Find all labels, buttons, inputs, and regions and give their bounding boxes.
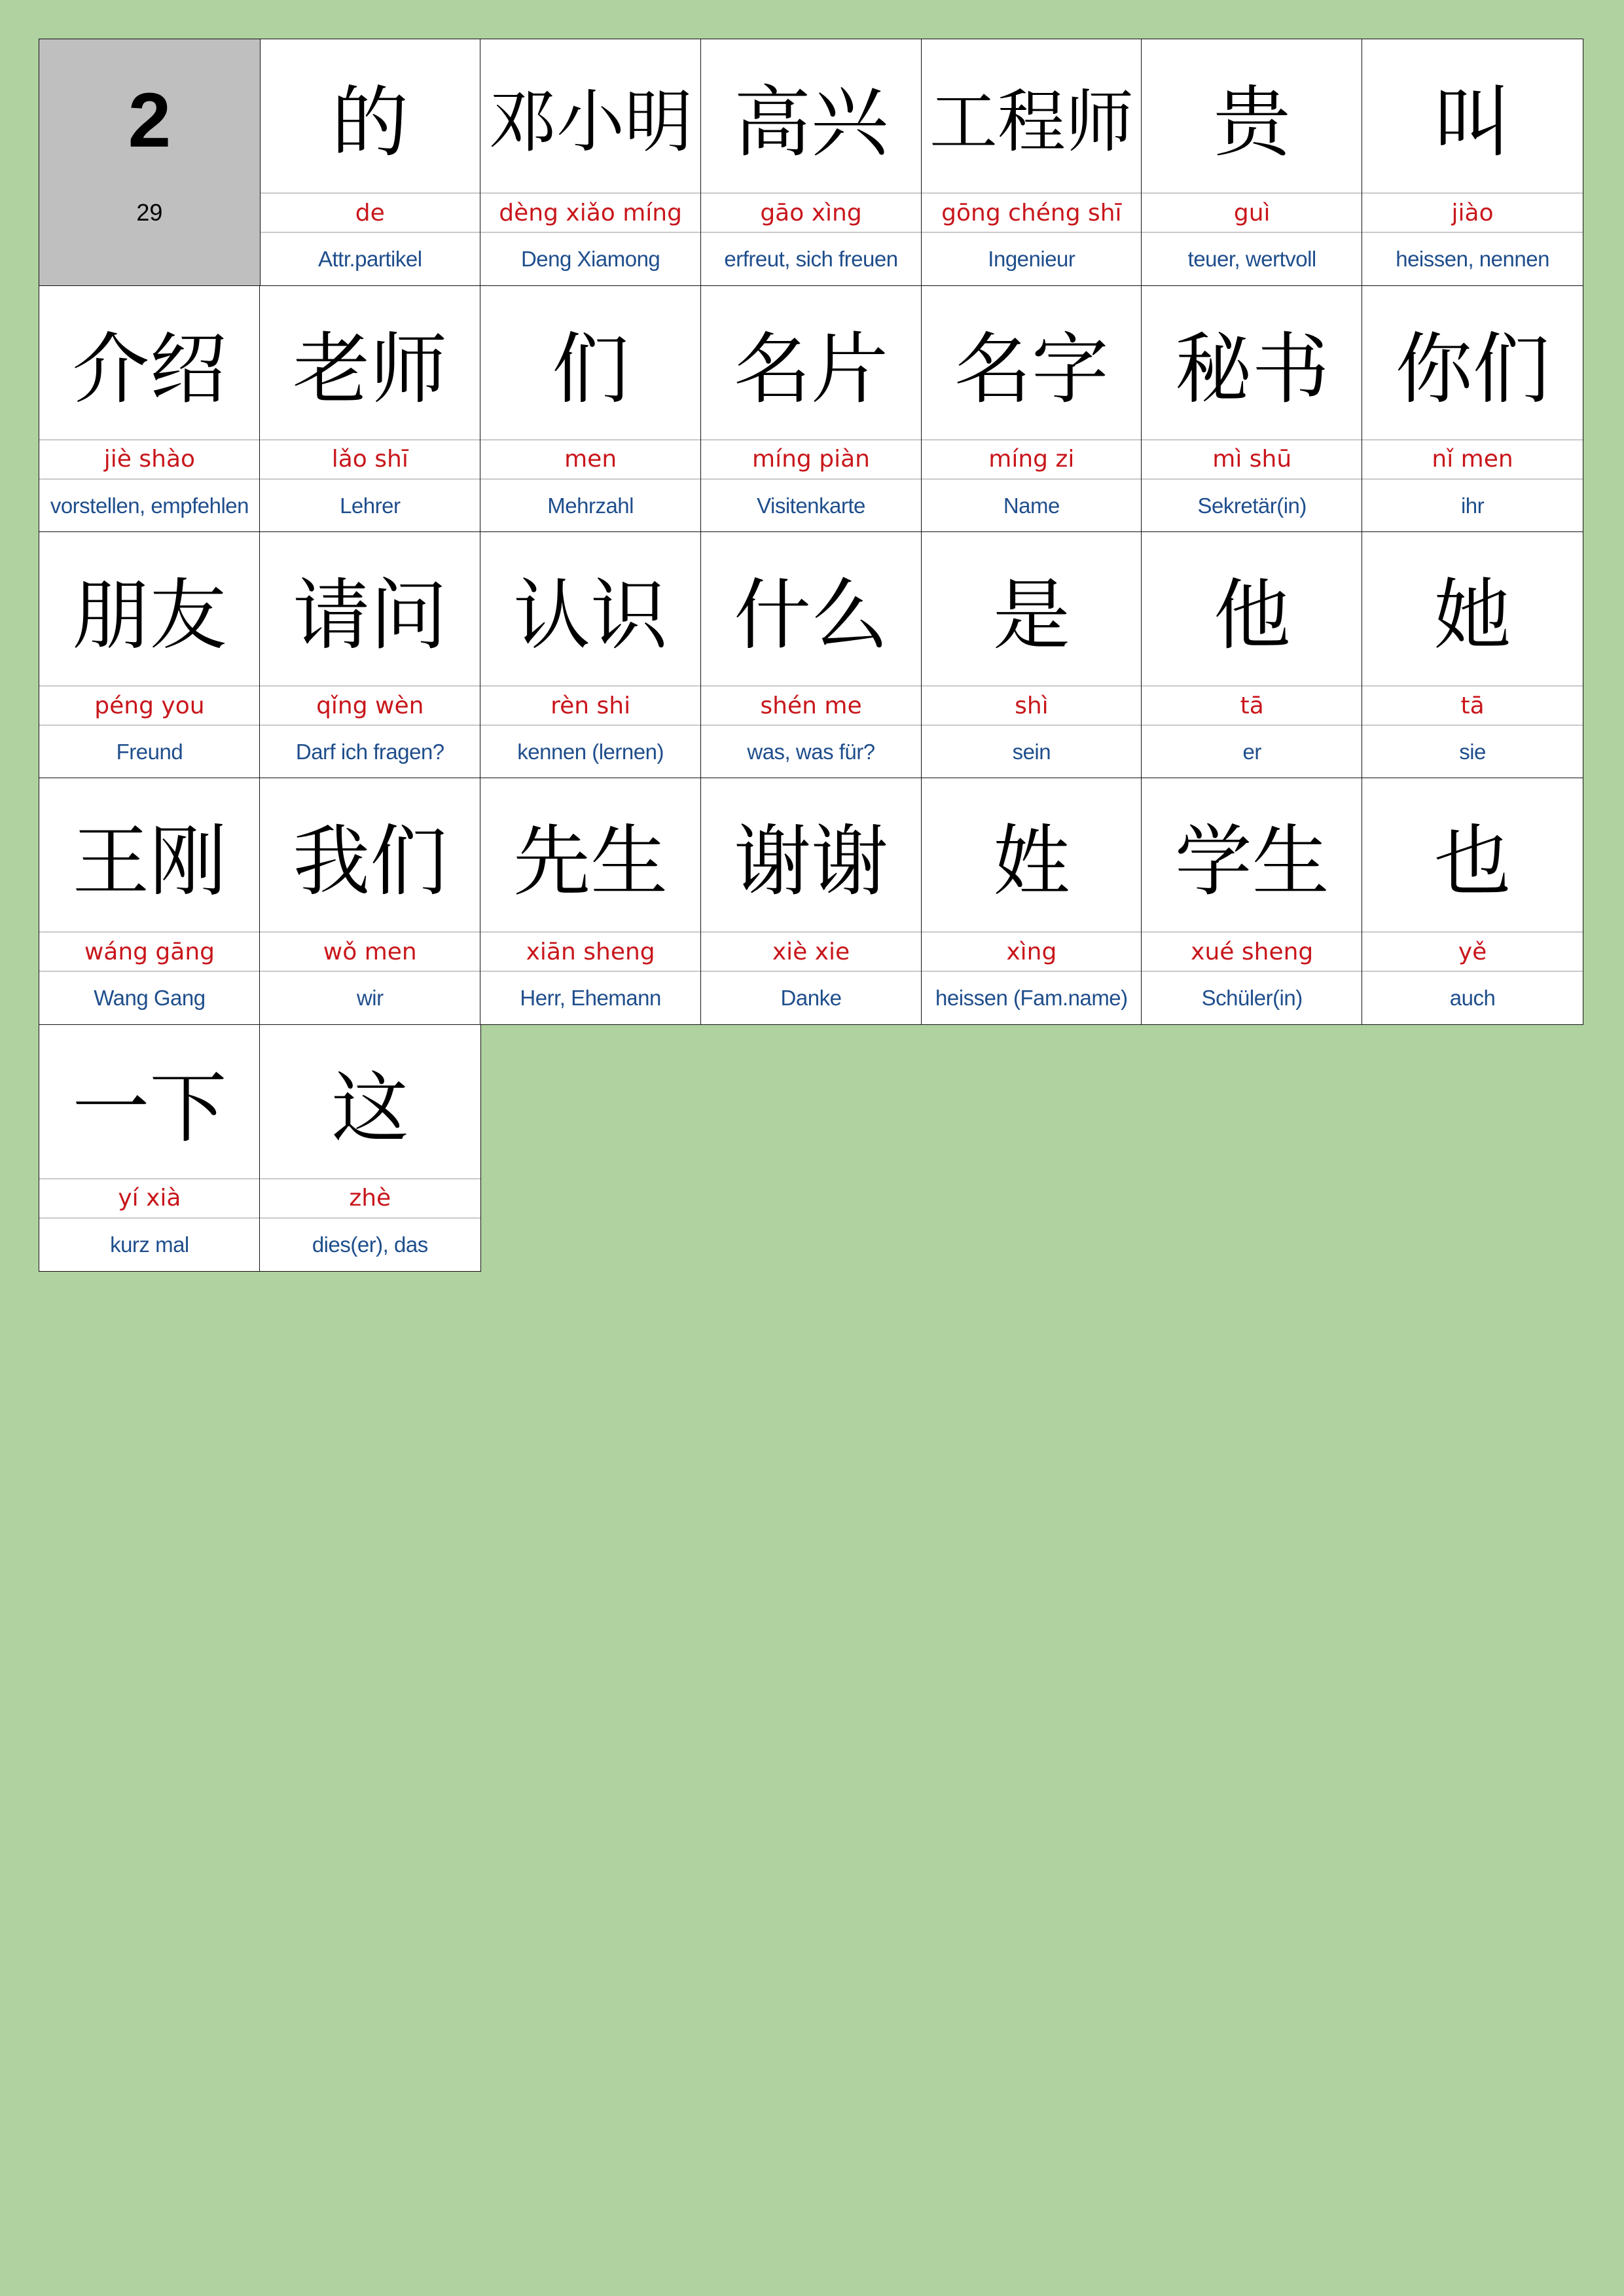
pinyin-text: tā xyxy=(1362,685,1582,725)
pinyin-text: shì xyxy=(922,685,1142,725)
meaning-text: sie xyxy=(1362,725,1582,778)
pinyin-text: xué sheng xyxy=(1142,931,1362,971)
hanzi-text: 叫 xyxy=(1434,77,1511,168)
hanzi-text: 请问 xyxy=(293,570,448,661)
meaning-text: Danke xyxy=(701,971,921,1024)
pinyin-text: gōng chéng shī xyxy=(922,192,1142,232)
vocabulary-grid xyxy=(39,39,1583,1271)
hanzi-text: 认识 xyxy=(513,570,668,661)
hanzi-text: 这 xyxy=(331,1062,409,1153)
pinyin-text: xìng xyxy=(922,931,1142,971)
lesson-number: 2 xyxy=(128,77,171,164)
meaning-text: Lehrer xyxy=(260,478,480,532)
vocab-card xyxy=(259,778,480,1025)
meaning-text: Deng Xiamong xyxy=(480,232,700,285)
pinyin-text: jiào xyxy=(1362,192,1582,232)
vocab-card xyxy=(921,778,1142,1025)
pinyin-text: qǐng wèn xyxy=(260,685,480,725)
vocab-card xyxy=(1141,531,1362,779)
pinyin-text: de xyxy=(260,192,480,232)
hanzi-text: 我们 xyxy=(293,816,448,907)
pinyin-text: wáng gāng xyxy=(39,931,259,971)
meaning-text: kennen (lernen) xyxy=(480,725,700,778)
vocab-card xyxy=(921,285,1142,533)
pinyin-text: guì xyxy=(1142,192,1362,232)
meaning-text: dies(er), das xyxy=(260,1217,480,1271)
hanzi-text: 朋友 xyxy=(72,570,227,661)
vocab-card xyxy=(1362,39,1583,286)
meaning-text: was, was für? xyxy=(701,725,921,778)
meaning-text: Herr, Ehemann xyxy=(480,971,700,1024)
meaning-text: Wang Gang xyxy=(39,971,259,1024)
vocab-card xyxy=(259,39,480,286)
hanzi-text: 你们 xyxy=(1395,323,1550,414)
hanzi-text: 名字 xyxy=(954,323,1109,414)
pinyin-text: shén me xyxy=(701,685,921,725)
meaning-text: wir xyxy=(260,971,480,1024)
meaning-text: Freund xyxy=(39,725,259,778)
meaning-text: kurz mal xyxy=(39,1217,259,1271)
pinyin-text: míng piàn xyxy=(701,439,921,478)
hanzi-text: 他 xyxy=(1213,570,1291,661)
hanzi-text: 贵 xyxy=(1213,77,1291,168)
meaning-text: ihr xyxy=(1362,478,1582,532)
vocab-card xyxy=(259,531,480,779)
vocab-card xyxy=(1362,285,1583,533)
pinyin-text: dèng xiǎo míng xyxy=(480,192,700,232)
meaning-text: Schüler(in) xyxy=(1142,971,1362,1024)
vocab-card xyxy=(480,778,701,1025)
hanzi-text: 秘书 xyxy=(1174,323,1329,414)
pinyin-text: xiè xie xyxy=(701,931,921,971)
hanzi-text: 是 xyxy=(992,570,1070,661)
meaning-text: auch xyxy=(1362,971,1582,1024)
meaning-text: Ingenieur xyxy=(922,232,1142,285)
hanzi-text: 先生 xyxy=(513,816,668,907)
hanzi-text: 她 xyxy=(1434,570,1511,661)
pinyin-text: yě xyxy=(1362,931,1582,971)
vocab-card xyxy=(259,1024,480,1272)
pinyin-text: míng zi xyxy=(922,439,1142,478)
pinyin-text: xiān sheng xyxy=(480,931,700,971)
meaning-text: Name xyxy=(922,478,1142,532)
vocab-card xyxy=(480,39,701,286)
vocab-card xyxy=(700,531,922,779)
pinyin-text: nǐ men xyxy=(1362,439,1582,478)
pinyin-text: jiè shào xyxy=(39,439,259,478)
vocab-card xyxy=(921,39,1142,286)
hanzi-text: 什么 xyxy=(733,570,888,661)
pinyin-text: mì shū xyxy=(1142,439,1362,478)
lesson-header-card xyxy=(39,39,260,286)
meaning-text: Darf ich fragen? xyxy=(260,725,480,778)
pinyin-text: gāo xìng xyxy=(701,192,921,232)
vocab-card xyxy=(1141,778,1362,1025)
meaning-text: Attr.partikel xyxy=(260,232,480,285)
meaning-text: heissen (Fam.name) xyxy=(922,971,1142,1024)
pinyin-text: wǒ men xyxy=(260,931,480,971)
hanzi-text: 也 xyxy=(1434,816,1511,907)
hanzi-text: 高兴 xyxy=(733,77,888,168)
hanzi-text: 谢谢 xyxy=(733,816,888,907)
word-count: 29 xyxy=(136,199,163,226)
vocab-card xyxy=(480,531,701,779)
vocab-card xyxy=(39,285,260,533)
vocab-card xyxy=(1362,778,1583,1025)
vocab-card xyxy=(700,778,922,1025)
pinyin-text: yí xià xyxy=(39,1178,259,1217)
pinyin-text: lǎo shī xyxy=(260,439,480,478)
hanzi-text: 老师 xyxy=(293,323,448,414)
meaning-text: Sekretär(in) xyxy=(1142,478,1362,532)
hanzi-text: 名片 xyxy=(733,323,888,414)
vocab-card xyxy=(700,285,922,533)
pinyin-text: men xyxy=(480,439,700,478)
pinyin-text: rèn shi xyxy=(480,685,700,725)
vocab-card xyxy=(480,285,701,533)
hanzi-text: 们 xyxy=(552,323,630,414)
vocab-card xyxy=(1362,531,1583,779)
meaning-text: erfreut, sich freuen xyxy=(701,232,921,285)
hanzi-text: 邓小明 xyxy=(488,82,693,162)
hanzi-text: 一下 xyxy=(72,1062,227,1153)
meaning-text: heissen, nennen xyxy=(1362,232,1582,285)
flashcard-sheet xyxy=(39,39,1583,1271)
vocab-card xyxy=(39,778,260,1025)
hanzi-text: 王刚 xyxy=(72,816,227,907)
meaning-text: Visitenkarte xyxy=(701,478,921,532)
hanzi-text: 介绍 xyxy=(72,323,227,414)
vocab-card xyxy=(700,39,922,286)
vocab-card xyxy=(259,285,480,533)
meaning-text: teuer, wertvoll xyxy=(1142,232,1362,285)
vocab-card xyxy=(1141,285,1362,533)
meaning-text: er xyxy=(1142,725,1362,778)
hanzi-text: 工程师 xyxy=(929,82,1134,162)
vocab-card xyxy=(39,1024,260,1272)
meaning-text: sein xyxy=(922,725,1142,778)
hanzi-text: 的 xyxy=(331,77,409,168)
vocab-card xyxy=(921,531,1142,779)
hanzi-text: 姓 xyxy=(992,816,1070,907)
pinyin-text: tā xyxy=(1142,685,1362,725)
vocab-card xyxy=(39,531,260,779)
meaning-text: Mehrzahl xyxy=(480,478,700,532)
meaning-text: vorstellen, empfehlen xyxy=(39,478,259,532)
hanzi-text: 学生 xyxy=(1174,816,1329,907)
pinyin-text: péng you xyxy=(39,685,259,725)
pinyin-text: zhè xyxy=(260,1178,480,1217)
vocab-card xyxy=(1141,39,1362,286)
